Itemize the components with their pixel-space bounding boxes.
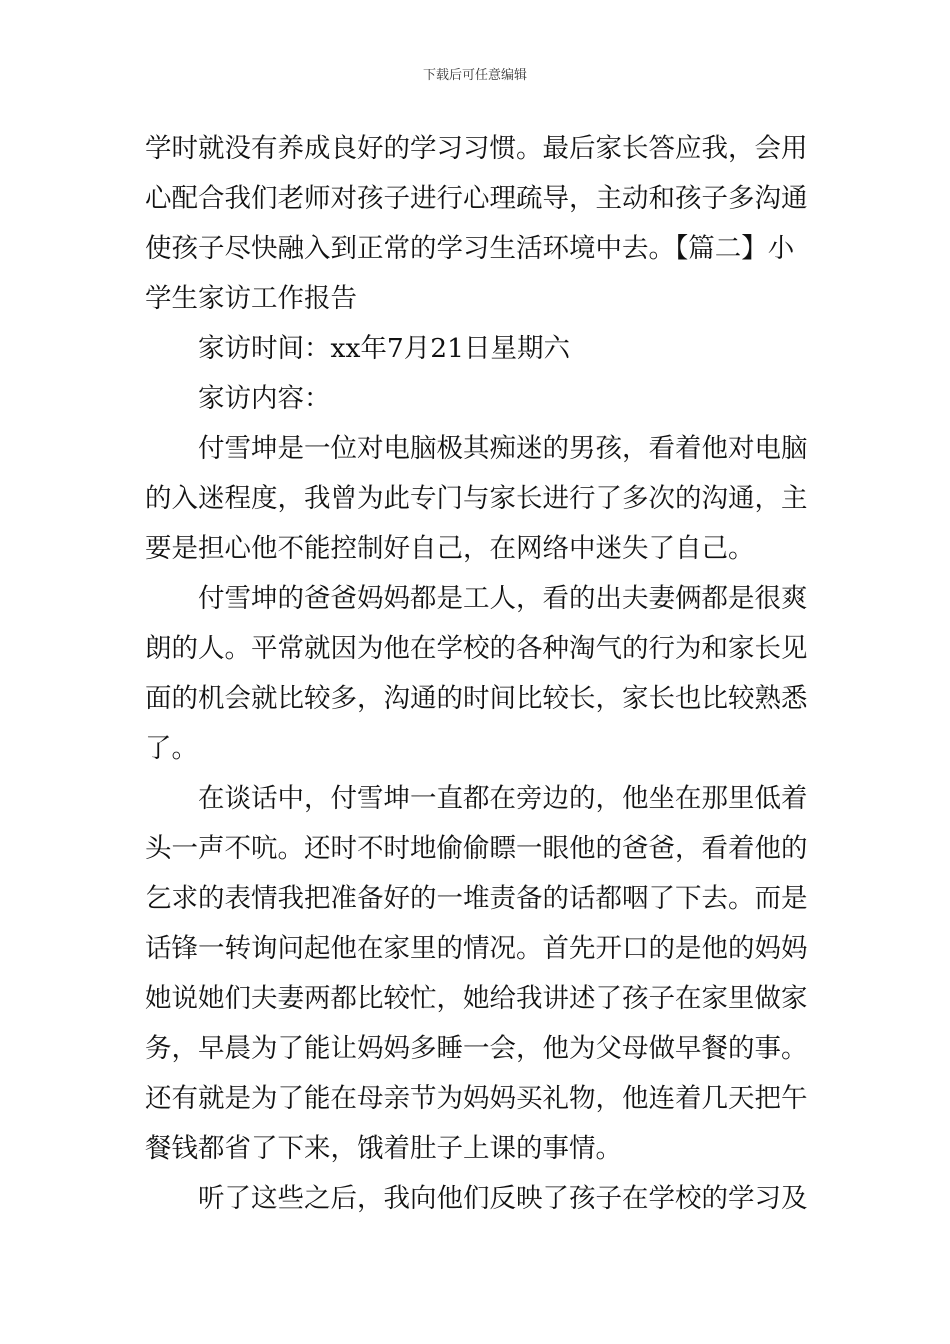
- text-line: 还有就是为了能在母亲节为妈妈买礼物，他连着几天把午: [145, 1083, 808, 1114]
- text-line: 务，早晨为了能让妈妈多睡一会，他为父母做早餐的事。: [145, 1033, 808, 1064]
- text-line: 的入迷程度，我曾为此专门与家长进行了多次的沟通，主: [145, 483, 808, 514]
- text-line: 付雪坤的爸爸妈妈都是工人，看的出夫妻俩都是很爽: [198, 583, 808, 614]
- text-line: 心配合我们老师对孩子进行心理疏导，主动和孩子多沟通: [145, 183, 808, 214]
- text-line: 听了这些之后，我向他们反映了孩子在学校的学习及: [198, 1183, 808, 1214]
- text-line: 乞求的表情我把准备好的一堆责备的话都咽了下去。而是: [145, 883, 808, 914]
- page-header: 下载后可任意编辑: [422, 68, 527, 83]
- text-line: 面的机会就比较多，沟通的时间比较长，家长也比较熟悉: [145, 683, 808, 714]
- text-line: 家访时间：xx年7月21日星期六: [198, 333, 570, 364]
- text-line: 家访内容：: [198, 383, 331, 414]
- text-line: 使孩子尽快融入到正常的学习生活环境中去。【篇二】小: [145, 233, 795, 264]
- text-line: 朗的人。平常就因为他在学校的各种淘气的行为和家长见: [145, 633, 808, 664]
- text-line: 要是担心他不能控制好自己，在网络中迷失了自己。: [145, 533, 755, 564]
- text-line: 她说她们夫妻两都比较忙，她给我讲述了孩子在家里做家: [145, 983, 808, 1014]
- text-line: 在谈话中，付雪坤一直都在旁边的，他坐在那里低着: [198, 783, 808, 814]
- text-line: 话锋一转询问起他在家里的情况。首先开口的是他的妈妈: [145, 933, 808, 964]
- text-line: 学时就没有养成良好的学习习惯。最后家长答应我，会用: [145, 133, 808, 164]
- text-line: 学生家访工作报告: [145, 283, 357, 314]
- text-line: 付雪坤是一位对电脑极其痴迷的男孩，看着他对电脑: [198, 433, 808, 464]
- text-line: 餐钱都省了下来，饿着肚子上课的事情。: [145, 1133, 622, 1164]
- text-line: 头一声不吭。还时不时地偷偷瞟一眼他的爸爸，看着他的: [145, 833, 808, 864]
- document-body: [145, 124, 815, 1224]
- text-line: 了。: [145, 733, 198, 764]
